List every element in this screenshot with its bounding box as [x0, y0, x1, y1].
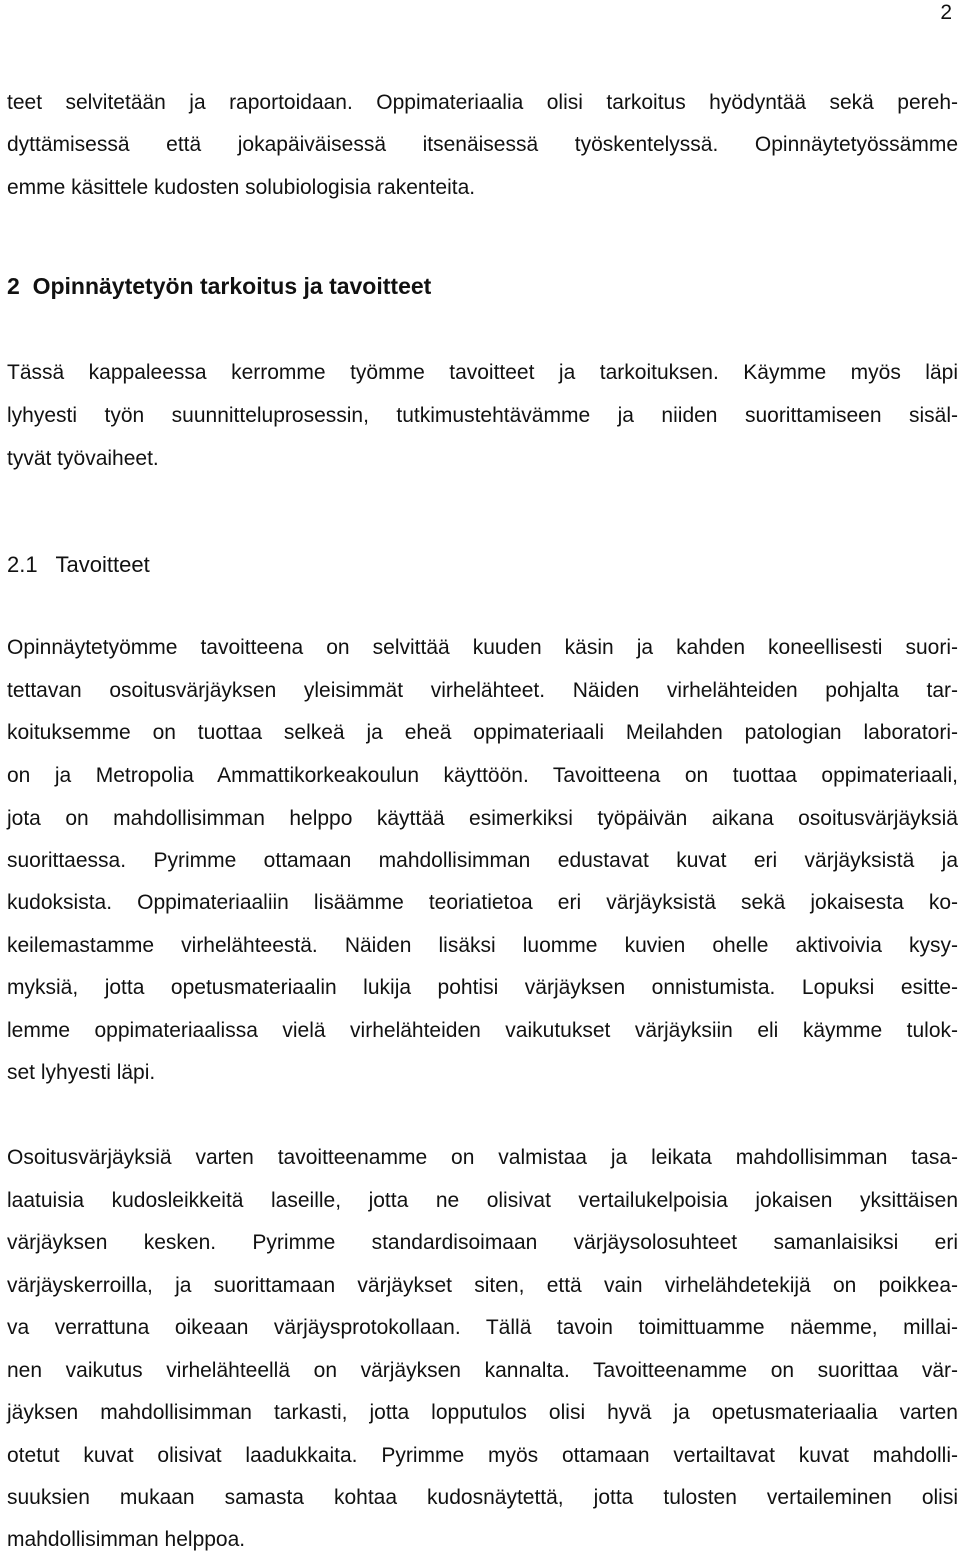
paragraph-line: set lyhyesti läpi.: [7, 1061, 156, 1084]
section2-line: Tässä kappaleessa kerromme työmme tavoitteet ja tarkoituksen. Käymme myös läpi: [7, 361, 958, 384]
paragraph-line: suuksien mukaan samasta kohtaa kudosnäytettä, jotta tulosten vertaileminen olisi: [7, 1486, 958, 1509]
paragraph-line: värjäyksen kesken. Pyrimme standardisoimaan värjäysolosuhteet samanlaisiksi eri: [7, 1231, 958, 1254]
paragraph-line: jäyksen mahdollisimman tarkasti, jotta lopputulos olisi hyvä ja opetusmateriaalia varten: [7, 1401, 958, 1424]
paragraph-line: Osoitusvärjäyksiä varten tavoitteenamme on valmistaa ja leikata mahdollisimman tasa-: [7, 1146, 958, 1169]
intro-line: dyttämisessä että jokapäiväisessä itsenäisessä työskentelyssä. Opinnäytetyössämme: [7, 133, 958, 156]
paragraph-line: keilemastamme virhelähteestä. Näiden lisäksi luomme kuvien ohelle aktivoivia kysy-: [7, 934, 958, 957]
section2-line: tyvät työvaiheet.: [7, 447, 159, 470]
page-number: 2: [940, 1, 952, 24]
section-heading: 2 Opinnäytetyön tarkoitus ja tavoitteet: [7, 273, 432, 299]
paragraph-line: kudoksista. Oppimateriaaliin lisäämme teoriatietoa eri värjäyksistä sekä jokaisesta ko-: [7, 891, 958, 914]
paragraph-line: myksiä, jotta opetusmateriaalin lukija pohtisi värjäyksen onnistumista. Lopuksi esitte-: [7, 976, 958, 999]
paragraph-line: nen vaikutus virhelähteellä on värjäyksen kannalta. Tavoitteenamme on suorittaa vär-: [7, 1359, 958, 1382]
subsection-heading: 2.1 Tavoitteet: [7, 552, 150, 577]
paragraph-line: jota on mahdollisimman helppo käyttää esimerkiksi työpäivän aikana osoitusvärjäyksiä: [7, 807, 958, 830]
intro-line: teet selvitetään ja raportoidaan. Oppimateriaalia olisi tarkoitus hyödyntää sekä pereh-: [7, 91, 958, 114]
intro-line: emme käsittele kudosten solubiologisia rakenteita.: [7, 176, 476, 199]
paragraph-line: lemme oppimateriaalissa vielä virhelähteiden vaikutukset värjäyksiin eli käymme tulok-: [7, 1019, 958, 1042]
paragraph-line: tettavan osoitusvärjäyksen yleisimmät virhelähteet. Näiden virhelähteiden pohjalta tar-: [7, 679, 958, 702]
paragraph-line: laatuisia kudosleikkeitä laseille, jotta ne olisivat vertailukelpoisia jokaisen yksittäisen: [7, 1189, 958, 1212]
paragraph-line: suorittaessa. Pyrimme ottamaan mahdollisimman edustavat kuvat eri värjäyksistä ja: [7, 849, 958, 872]
paragraph-line: värjäyskerroilla, ja suorittamaan värjäykset siten, että vain virhelähdetekijä on poikkea-: [7, 1274, 958, 1297]
paragraph-line: mahdollisimman helppoa.: [7, 1528, 246, 1551]
section2-line: lyhyesti työn suunnitteluprosessin, tutkimustehtävämme ja niiden suorittamiseen sisäl-: [7, 404, 958, 427]
paragraph-line: otetut kuvat olisivat laadukkaita. Pyrimme myös ottamaan vertailtavat kuvat mahdolli-: [7, 1444, 958, 1467]
paragraph-line: on ja Metropolia Ammattikorkeakoulun käyttöön. Tavoitteena on tuottaa oppimateriaali,: [7, 764, 958, 787]
paragraph-line: koituksemme on tuottaa selkeä ja eheä oppimateriaali Meilahden patologian laboratori-: [7, 721, 958, 744]
paragraph-line: Opinnäytetyömme tavoitteena on selvittää kuuden käsin ja kahden koneellisesti suori-: [7, 636, 958, 659]
paragraph-line: va verrattuna oikeaan värjäysprotokollaan. Tällä tavoin toimittuamme näemme, millai-: [7, 1316, 958, 1339]
